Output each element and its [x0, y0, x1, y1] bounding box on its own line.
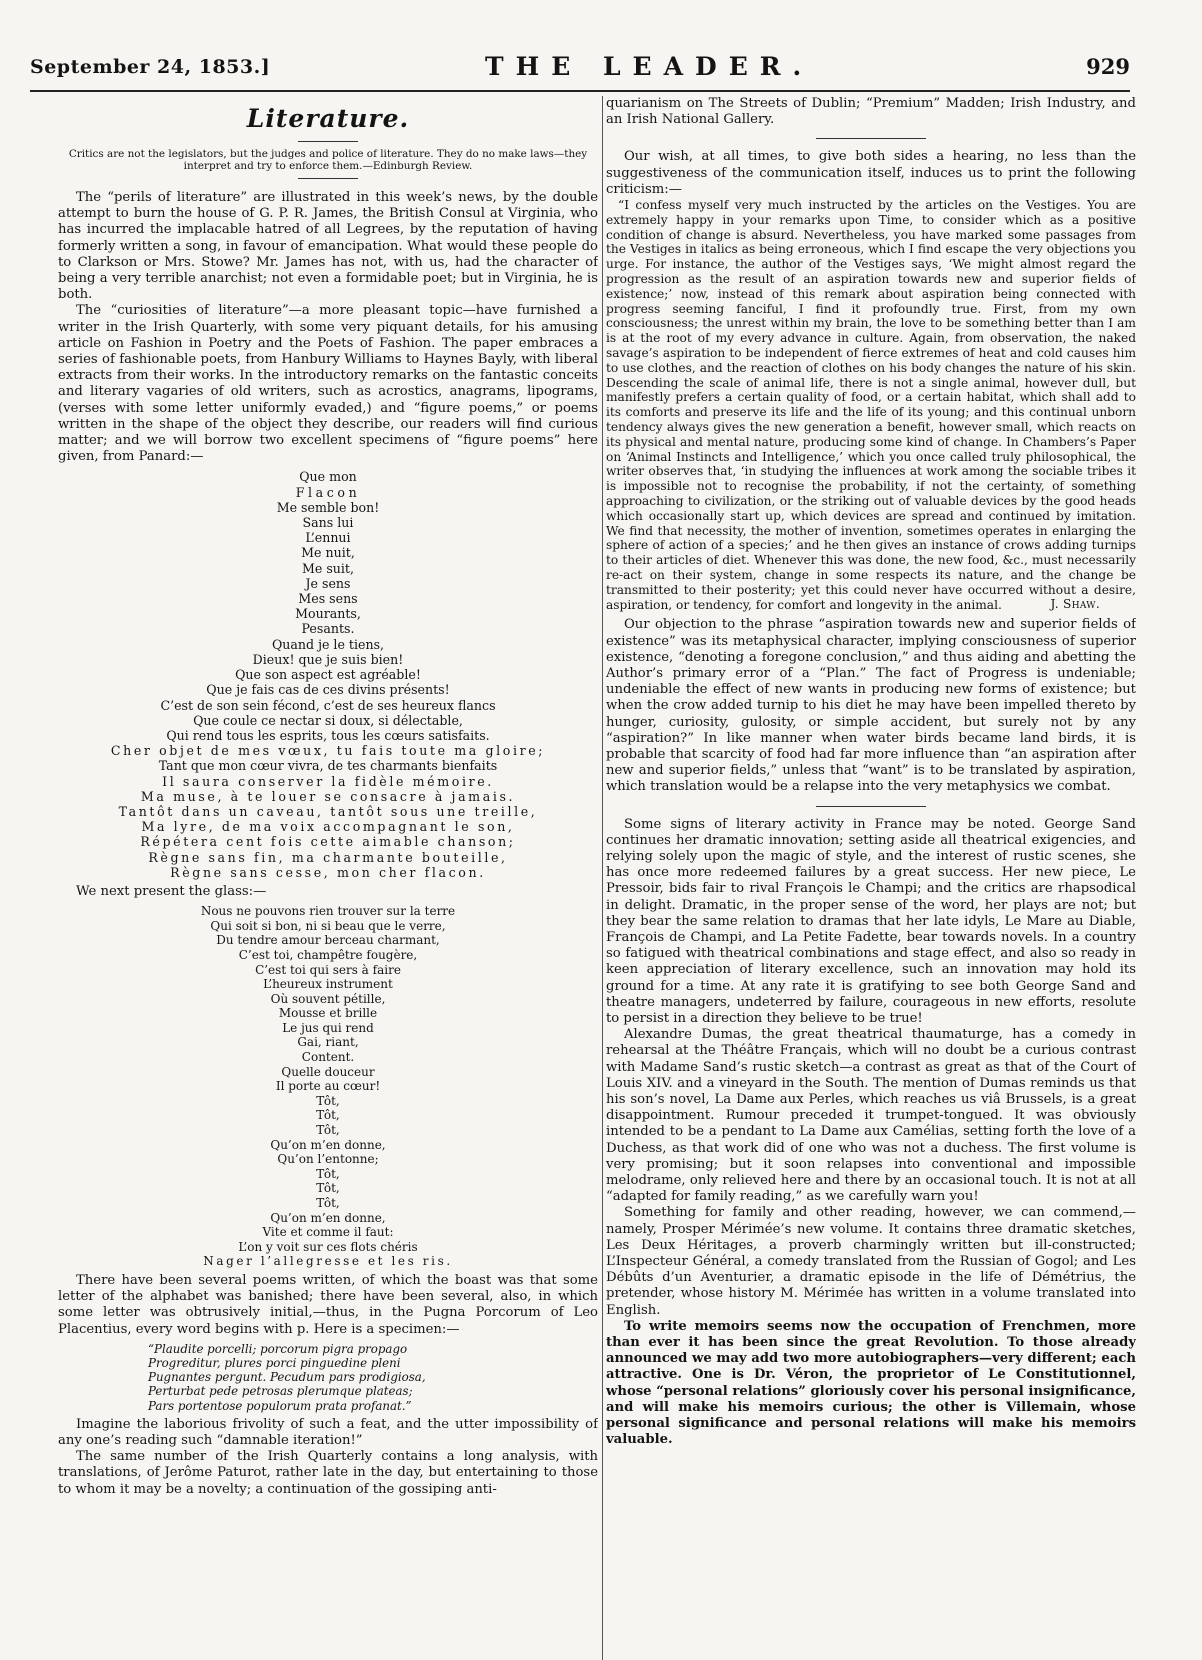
poem-line: Où souvent pétille,: [270, 991, 386, 1006]
poem-line: Mourants,: [295, 606, 361, 622]
poem-line: Je sens: [305, 575, 351, 591]
poem-line: Qu’on m’en donne,: [270, 1210, 386, 1225]
poem-line: Content.: [301, 1050, 355, 1065]
poem-line: Que mon: [299, 469, 357, 485]
letter-signature: J. Shaw.: [1050, 597, 1100, 612]
poem-line: C’est toi, champêtre fougère,: [238, 947, 418, 962]
poem-line: Tantôt dans un caveau, tantôt sous une treille,: [118, 803, 538, 819]
column-divider: [602, 96, 603, 1660]
poem-line: Dieux! que je suis bien!: [252, 651, 404, 667]
poem-line: Pesants.: [301, 621, 355, 637]
section-rule: [816, 138, 926, 139]
poem-line: Tant que mon cœur vivra, de tes charmants bienfaits: [158, 758, 498, 774]
masthead: [30, 50, 1130, 92]
poem-line: Nous ne pouvons rien trouver sur la terre: [200, 904, 456, 919]
poem-line: Tôt,: [316, 1108, 340, 1123]
poem-line: Qu’on m’en donne,: [270, 1137, 386, 1152]
verse-line: Perturbat pede petrosas plerumque plateas;: [148, 1384, 413, 1399]
poem-line: Quand je le tiens,: [271, 636, 385, 652]
letter-text: “I confess myself very much instructed by the articles on the Vestiges. You are extremely happy in your remarks upon Time, to consider which as a positive condition of change is absurd. Nevertheless, you have marked some passages from the Vestiges in italics as being erroneous, which I find escape the very objections you urge. For instance, the author of the Vestiges says, ‘We might almost regard the progression as the result of an aspiration towards new and superior fields of existence;’ now, instead of this remark about aspiration being connected with progress seeming fanciful, I find it profoundly true. First, from my own consciousness; the unrest within my brain, the love to be something better than I am is at the root of my every advance in culture. Again, from observation, the naked savage’s aspiration to be independent of fierce extremes of heat and cold causes him to use clothes, and the reaction of clothes on his body changes the nature of his skin. Descending the scale of animal life, there is not a single animal, however dull, but manifestly prefers a certain quality of food, or a certain habitat, which shall add to its comforts and preserve its life and the life of its young; and this continual unborn tendency always gives the new generation a benefit, however small, which reacts on its physical and mental nature, producing some kind of change. In Chambers’s Paper on ‘Animal Instincts and Intelligence,’ which you once called truly philosophical, the writer observes that, ‘in studying the influences at work among the sociable tribes it is impossible not to recognise the probability, if not the certainty, of something approaching to civilization, or the striking out of valuable devices by the good heads which occasionally start up, which devices are spread and continued by imitation. We find that necessity, the mother of invention, sometimes operates in enlarging the sphere of action of a species;’ and he then gives an instance of crows adding turnips to their articles of diet. Whenever this was done, the new food, &c., must necessarily re-act on their system, change in some respects its nature, and the change be transmitted to their posterity; yet this could never have occurred without a desire, aspiration, or tendency, for comfort and longevity in the animal.: [606, 198, 1136, 612]
poem-line: Que je fais cas de ces divins présents!: [206, 682, 450, 698]
poem-line: Tôt,: [316, 1166, 340, 1181]
paragraph: The “curiosities of literature”—a more pleasant topic—have furnished a writer in the Irish Quarterly, with some very piquant details, for his amusing article on Fashion in Poetry and the Poets of Fashion. The paper embraces a series of fashionable poets, from Hanbury Williams to Haynes Bayly, with liberal extracts from their works. In the introductory remarks on the fantastic conceits and literary vagaries of old writers, such as acrostics, anagrams, lipograms, (verses with some letter uniformly evaded,) and “figure poems,” or poems written in the shape of the object they describe, our readers will find curious matter; and we will borrow two excellent specimens of “figure poems” here given, from Panard:—: [58, 303, 598, 465]
paragraph: Something for family and other reading, however, we can commend,—namely, Prosper Mérimée’s new volume. It contains three dramatic sketches, Les Deux Héritages, a proverb charmingly written but ill-constructed; L’Inspecteur Général, a comedy translated from the Russian of Gogol; and Les Débûts d’un Aventurier, a dramatic episode in the life of Démétrius, the pretender, whose history M. Mérimée has written in a volume translated into English.: [606, 1205, 1136, 1318]
poem-line: Que coule ce nectar si doux, si délectable,: [193, 712, 463, 728]
poem-line: Que son aspect est agréable!: [235, 667, 421, 683]
paragraph: The same number of the Irish Quarterly contains a long analysis, with translations, of Jerôme Paturot, rather late in the day, but entertaining to those to whom it may be a novelty; a continuation of the gossiping anti-: [58, 1449, 598, 1497]
poem-line: Me semble bon!: [276, 499, 380, 515]
poem-line: Quelle douceur: [281, 1064, 375, 1079]
poem-line: Tôt,: [316, 1093, 340, 1108]
poem-line: Règne sans fin, ma charmante bouteille,: [148, 849, 508, 865]
left-column: [58, 96, 598, 1656]
poem-line: Le jus qui rend: [282, 1020, 374, 1035]
poem-line: Répétera cent fois cette aimable chanson;: [140, 834, 516, 850]
poem-line: L’ennui: [305, 530, 351, 546]
poem-line: Cher objet de mes vœux, tu fais toute ma gloire;: [110, 743, 546, 759]
poem-line: Sans lui: [302, 515, 354, 531]
verse-line: “Plaudite porcelli; porcorum pigra propago: [148, 1341, 408, 1356]
paragraph: Our wish, at all times, to give both sides a hearing, no less than the suggestiveness of the communication itself, induces us to print the following criticism:—: [606, 149, 1136, 197]
poem-line: Du tendre amour berceau charmant,: [216, 933, 440, 948]
paragraph: The “perils of literature” are illustrated in this week’s news, by the double attempt to burn the house of G. P. R. James, the British Consul at Virginia, who has incurred the implacable hatred of all Legrees, by the reputation of having formerly written a song, in favour of emancipation. What would these people do to Clarkson or Mrs. Stowe? Mr. James has not, with us, had the character of being a very terrible anarchist; not even a formidable poet; but in Virginia, he is both.: [58, 190, 598, 303]
reader-letter: [606, 198, 1136, 612]
poem-line: Il porte au cœur!: [275, 1079, 381, 1094]
poem-line: Mes sens: [298, 591, 358, 607]
glass-figure-poem: [58, 904, 598, 1269]
poem-line: Ma muse, à te louer se consacre à jamais.: [140, 788, 516, 804]
poem-line: Vite et comme il faut:: [262, 1225, 394, 1240]
poem-line: Gai, riant,: [297, 1035, 359, 1050]
section-title: Literature.: [246, 104, 410, 133]
poem-line: Il saura conserver la fidèle mémoire.: [162, 773, 494, 789]
page-number: 929: [1086, 54, 1130, 79]
paragraph: Imagine the laborious frivolity of such a feat, and the utter impossibility of any one’s reading such “damnable iteration!”: [58, 1416, 598, 1449]
poem-line: Règne sans cesse, mon cher flacon.: [170, 864, 486, 880]
bottle-figure-poem: [58, 469, 598, 879]
glass-intro: We next present the glass:—: [76, 883, 267, 899]
paragraph: Alexandre Dumas, the great theatrical thaumaturge, has a comedy in rehearsal at the Théâtre Français, which will no doubt be a curious contrast with Madame Sand’s rustic sketch—a contrast as great as that of the Court of Louis XIV. and a vineyard in the South. The mention of Dumas reminds us that his son’s novel, La Dame aux Perles, which reaches us viâ Brussels, is a great disappointment. Rumour preceded it trumpet-tongued. It was obviously intended to be a pendant to La Dame aux Camélias, setting forth the love of a Duchess, as that work did of one who was not a duchess. The first volume is very promising; but it soon relapses into conventional and impossible melodrame, only relieved here and there by an occasional touch. It is not at all “adapted for family reading,” as we carefully warn you!: [606, 1027, 1136, 1205]
paragraph: Some signs of literary activity in France may be noted. George Sand continues her dramatic innovation; setting aside all theatrical exigencies, and relying solely upon the magic of style, and the interest of rustic scenes, she has once more redeemed failures by a great success. Her new piece, Le Pressoir, bids fair to rival François le Champi; and the critics are rhapsodical in delight. Dramatic, in the proper sense of the word, her plays are not; but they bear the same relation to dramas that her late idyls, Le Mare au Diable, François de Champi, and La Petite Fadette, bear towards novels. In a country so fatigued with theatrical combinations and stage effect, and also so ready in keen appreciation of literary excellence, such an innovation may hold its ground for a time. At any rate it is gratifying to see both George Sand and theatre managers, undeterred by failure, courageous in new efforts, resolute to persist in a direction they believe to be true!: [606, 816, 1136, 1026]
epigraph-rule: [298, 178, 358, 179]
verse-line: Pugnantes pergunt. Pecudum pars prodigiosa,: [148, 1370, 426, 1385]
paragraph: Our objection to the phrase “aspiration towards new and superior fields of existence” was its metaphysical character, implying consciousness of superior existence, “denoting a foregone conclusion,” and thus aiding and abetting the Author’s primary error of a “Plan.” The fact of Progress is undeniable; undeniable the effect of new wants in producing new forms of existence; but when the crow added turnip to his diet he may have been impelled thereto by hunger, curiosity, gulosity, or simple accident, but surely not by any “aspiration?” In like manner when water birds became land birds, it is probable that scarcity of food had far more influence than “an aspiration after new and superior fields,” unless that “want” is to be translated by aspiration, which translation would be a relapse into the very metaphysics we combat.: [606, 617, 1136, 795]
poem-line: Tôt,: [316, 1123, 340, 1138]
paragraph: There have been several poems written, of which the boast was that some letter of the alphabet was banished; there have been several, also, in which some letter was obtrusively initial,—thus, in the Pugna Porcorum of Leo Placentius, every word begins with p. Here is a specimen:—: [58, 1272, 598, 1337]
poem-line: Me nuit,: [301, 545, 355, 561]
poem-line: Me suit,: [301, 560, 355, 576]
section-rule: [816, 806, 926, 807]
newspaper-title: THE LEADER.: [485, 52, 814, 81]
poem-line: L’heureux instrument: [263, 977, 393, 992]
poem-line: Qui soit si bon, ni si beau que le verre,: [210, 918, 446, 933]
poem-line: C’est toi qui sers à faire: [255, 962, 401, 977]
poem-line: Ma lyre, de ma voix accompagnant le son,: [141, 819, 515, 835]
poem-line: Flacon: [295, 484, 361, 500]
poem-line: Qu’on l’entonne;: [277, 1152, 379, 1167]
poem-line: Mousse et brille: [278, 1006, 378, 1021]
issue-date: September 24, 1853.]: [30, 56, 271, 78]
verse-line: Pars portentose populorum prata profanat.”: [148, 1398, 412, 1413]
paragraph: To write memoirs seems now the occupation of Frenchmen, more than ever it has been since the great Revolution. To those already announced we may add two more autobiographers—very different; each attractive. One is Dr. Véron, the proprietor of Le Constitutionnel, whose “personal relations” gloriously cover his personal insignificance, and will make his memoirs curious; the other is Villemain, whose personal significance and personal relations will make his memoirs valuable.: [606, 1318, 1136, 1448]
verse-line: Progreditur, plures porci pinguedine pleni: [148, 1356, 401, 1370]
poem-line: Tôt,: [316, 1196, 340, 1211]
poem-line: Nager l’allegresse et les ris.: [203, 1254, 453, 1269]
paragraph: quarianism on The Streets of Dublin; “Premium” Madden; Irish Industry, and an Irish National Gallery.: [606, 96, 1136, 128]
latin-verse: [148, 1342, 598, 1413]
poem-line: Tôt,: [316, 1181, 340, 1196]
poem-line: Qui rend tous les esprits, tous les cœurs satisfaits.: [166, 727, 490, 743]
title-rule: [298, 141, 358, 142]
epigraph: Critics are not the legislators, but the judges and police of literature. They do no make laws—they interpret and try to enforce them.—Edinburgh Review.: [68, 148, 588, 172]
right-column: [606, 96, 1136, 1656]
poem-line: L’on y voit sur ces flots chéris: [238, 1239, 418, 1254]
poem-line: C’est de son sein fécond, c’est de ses heureux flancs: [160, 697, 496, 713]
